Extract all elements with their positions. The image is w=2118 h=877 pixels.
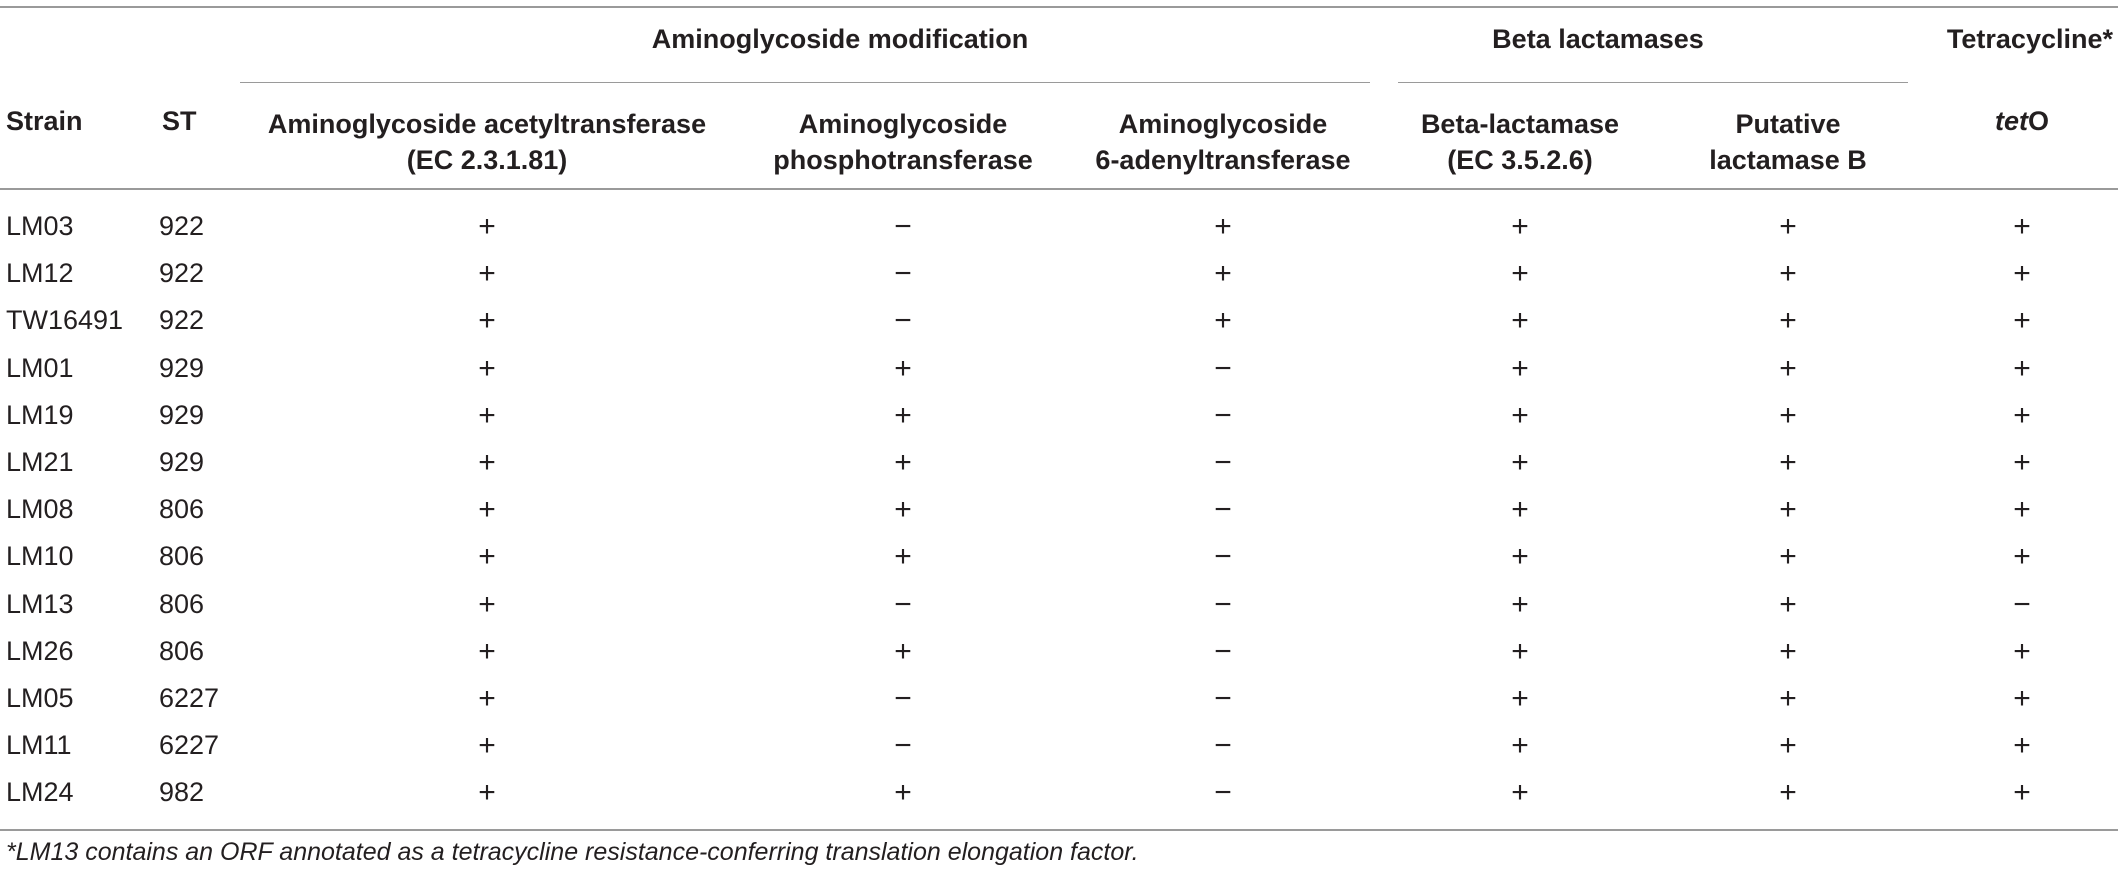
- cell-aac: +: [478, 682, 496, 715]
- group-header-beta: Beta lactamases: [1492, 24, 1704, 54]
- cell-lacb: +: [1779, 210, 1797, 243]
- cell-ant: +: [1214, 304, 1232, 338]
- col-header-aac-line1: Aminoglycoside acetyltransferase: [267, 109, 707, 139]
- cell-aac: +: [478, 398, 496, 432]
- cell-aac: +: [478, 540, 496, 574]
- col-header-bla-line1: Beta-lactamase: [1420, 109, 1620, 139]
- cell-st: 922: [159, 305, 205, 336]
- cell-lacb: +: [1779, 446, 1797, 479]
- cell-aph: −: [894, 587, 912, 621]
- cell-ant: −: [1214, 682, 1232, 715]
- cell-ant: −: [1214, 540, 1232, 574]
- cell-aac: +: [478, 210, 496, 243]
- cell-ant: +: [1214, 210, 1232, 243]
- cell-aac: +: [478, 493, 496, 527]
- cell-strain: LM08: [6, 494, 74, 525]
- col-header-aph-line2: phosphotransferase: [773, 145, 1033, 175]
- cell-aph: +: [894, 446, 912, 479]
- cell-lacb: +: [1779, 398, 1797, 432]
- cell-strain: LM01: [6, 352, 74, 383]
- col-header-aph: [773, 106, 1033, 178]
- cell-lacb: +: [1779, 587, 1797, 621]
- col-header-ant-line1: Aminoglycoside: [1118, 109, 1328, 139]
- cell-bla: +: [1511, 540, 1529, 574]
- cell-tet: +: [2013, 398, 2031, 432]
- cell-tet: +: [2013, 351, 2031, 385]
- cell-strain: LM24: [6, 777, 74, 808]
- cell-tet: +: [2013, 304, 2031, 338]
- cell-aac: +: [478, 304, 496, 338]
- cell-bla: +: [1511, 776, 1529, 810]
- cell-tet: +: [2013, 446, 2031, 479]
- col-header-ant: [1095, 106, 1350, 178]
- cell-bla: +: [1511, 398, 1529, 432]
- col-header-teto-suffix: O: [2027, 106, 2050, 136]
- cell-st: 806: [159, 635, 205, 666]
- cell-lacb: +: [1779, 257, 1797, 291]
- col-header-lacb-line1: Putative: [1735, 109, 1841, 139]
- cell-strain: LM10: [6, 541, 74, 572]
- col-header-bla-line2: (EC 3.5.2.6): [1447, 145, 1593, 175]
- cell-bla: +: [1511, 729, 1529, 763]
- cell-lacb: +: [1779, 776, 1797, 810]
- header-bottom-rule: [0, 188, 2118, 190]
- table-bottom-rule: [0, 829, 2118, 831]
- cell-ant: −: [1214, 729, 1232, 763]
- cell-bla: +: [1511, 493, 1529, 527]
- cell-aac: +: [478, 634, 496, 668]
- table-footnote: *LM13 contains an ORF annotated as a tetracycline resistance-conferring translation elongation factor.: [6, 838, 1139, 866]
- cell-ant: −: [1214, 634, 1232, 668]
- cell-strain: LM13: [6, 588, 74, 619]
- col-header-lacb-line2: lactamase B: [1709, 145, 1867, 175]
- cell-bla: +: [1511, 634, 1529, 668]
- cell-lacb: +: [1779, 540, 1797, 574]
- cell-aph: +: [894, 634, 912, 668]
- group-rule-beta: [1398, 82, 1908, 83]
- cell-aph: −: [894, 304, 912, 338]
- cell-strain: LM12: [6, 258, 74, 289]
- col-header-aac: [268, 106, 706, 178]
- cell-st: 6227: [159, 683, 220, 713]
- cell-tet: +: [2013, 210, 2031, 243]
- cell-strain: LM11: [6, 730, 72, 761]
- cell-aph: +: [894, 493, 912, 527]
- cell-ant: −: [1214, 351, 1232, 385]
- cell-aph: −: [894, 729, 912, 763]
- cell-st: 929: [159, 447, 205, 477]
- cell-lacb: +: [1779, 351, 1797, 385]
- cell-tet: +: [2013, 493, 2031, 527]
- cell-strain: LM21: [6, 447, 74, 477]
- cell-st: 929: [159, 352, 205, 383]
- cell-tet: −: [2013, 587, 2031, 621]
- cell-aac: +: [478, 729, 496, 763]
- cell-st: 806: [159, 541, 205, 572]
- cell-strain: LM05: [6, 683, 74, 713]
- cell-aac: +: [478, 587, 496, 621]
- cell-tet: +: [2013, 776, 2031, 810]
- cell-aph: −: [894, 210, 912, 243]
- cell-lacb: +: [1779, 304, 1797, 338]
- cell-st: 922: [159, 211, 205, 241]
- cell-lacb: +: [1779, 634, 1797, 668]
- cell-aph: +: [894, 351, 912, 385]
- cell-aph: +: [894, 776, 912, 810]
- cell-lacb: +: [1779, 493, 1797, 527]
- cell-aac: +: [478, 351, 496, 385]
- cell-ant: −: [1214, 587, 1232, 621]
- cell-aac: +: [478, 446, 496, 479]
- cell-ant: −: [1214, 446, 1232, 479]
- cell-aph: +: [894, 540, 912, 574]
- cell-lacb: +: [1779, 729, 1797, 763]
- col-header-aph-line1: Aminoglycoside: [798, 109, 1008, 139]
- cell-ant: +: [1214, 257, 1232, 291]
- cell-bla: +: [1511, 682, 1529, 715]
- cell-strain: LM03: [6, 211, 74, 241]
- cell-tet: +: [2013, 634, 2031, 668]
- top-rule: [0, 6, 2118, 8]
- cell-tet: +: [2013, 540, 2031, 574]
- col-header-strain: Strain: [6, 106, 83, 136]
- col-header-teto-italic: tet: [1994, 106, 2028, 136]
- cell-st: 929: [159, 399, 205, 430]
- cell-st: 6227: [159, 730, 220, 761]
- col-header-lacb: [1709, 106, 1867, 178]
- cell-st: 806: [159, 588, 205, 619]
- cell-tet: +: [2013, 729, 2031, 763]
- cell-bla: +: [1511, 210, 1529, 243]
- col-header-bla: [1421, 106, 1619, 178]
- cell-st: 982: [159, 777, 205, 808]
- cell-aph: +: [894, 398, 912, 432]
- col-header-st: ST: [162, 106, 197, 136]
- cell-ant: −: [1214, 776, 1232, 810]
- cell-bla: +: [1511, 587, 1529, 621]
- cell-aac: +: [478, 776, 496, 810]
- cell-st: 922: [159, 258, 205, 289]
- cell-strain: TW16491: [6, 305, 124, 336]
- cell-bla: +: [1511, 351, 1529, 385]
- col-header-ant-line2: 6-adenyltransferase: [1095, 145, 1351, 175]
- cell-tet: +: [2013, 682, 2031, 715]
- cell-bla: +: [1511, 304, 1529, 338]
- cell-ant: −: [1214, 398, 1232, 432]
- cell-bla: +: [1511, 257, 1529, 291]
- cell-strain: LM26: [6, 635, 74, 666]
- cell-bla: +: [1511, 446, 1529, 479]
- cell-aph: −: [894, 682, 912, 715]
- group-header-aminoglycoside: Aminoglycoside modification: [651, 24, 1029, 54]
- cell-lacb: +: [1779, 682, 1797, 715]
- col-header-aac-line2: (EC 2.3.1.81): [406, 145, 568, 175]
- cell-aph: −: [894, 257, 912, 291]
- cell-strain: LM19: [6, 399, 74, 430]
- group-rule-aminoglycoside: [240, 82, 1370, 83]
- cell-st: 806: [159, 494, 205, 525]
- cell-aac: +: [478, 257, 496, 291]
- group-header-tetracycline: Tetracycline*: [1946, 24, 2113, 54]
- col-header-teto: [1995, 106, 2049, 137]
- cell-ant: −: [1214, 493, 1232, 527]
- cell-tet: +: [2013, 257, 2031, 291]
